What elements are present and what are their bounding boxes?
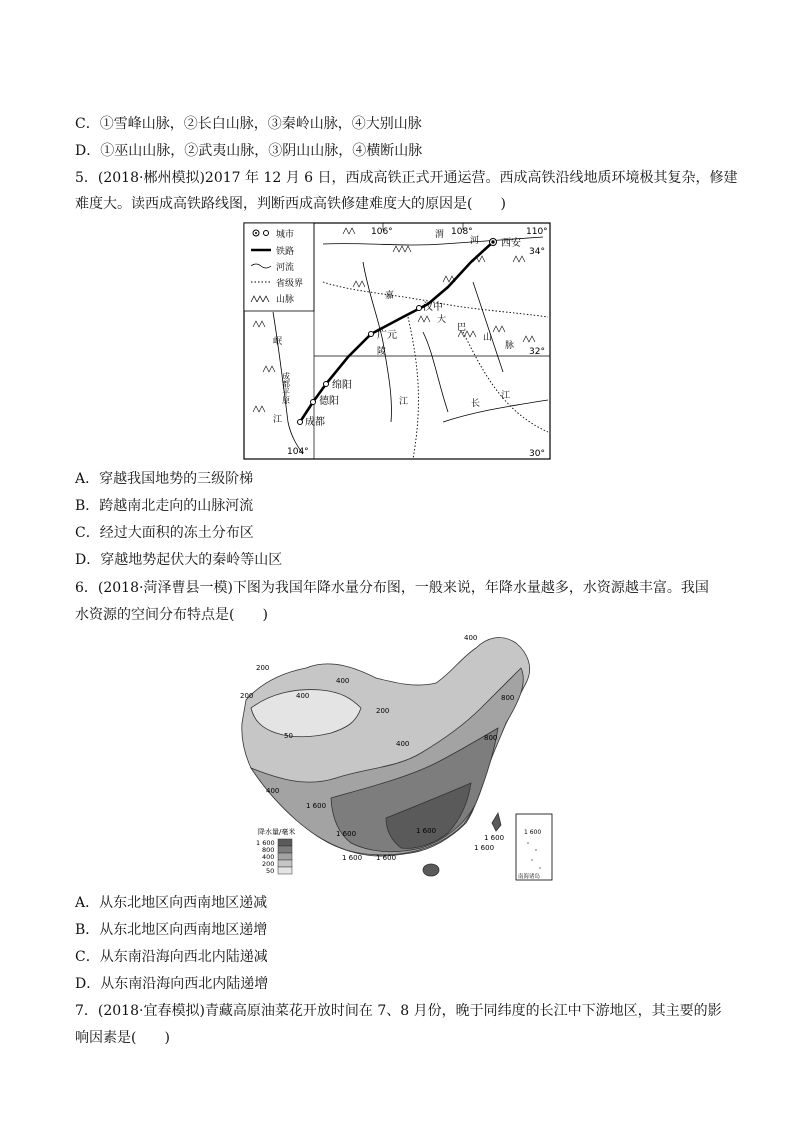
inset-isohyet: 1 600 <box>524 829 542 836</box>
city-deyang: 德阳 <box>319 396 339 407</box>
label-jia: 嘉 <box>385 291 395 301</box>
china-precipitation-map <box>236 628 558 888</box>
label-jiang1: 江 <box>399 397 409 407</box>
isohyet-label: 800 <box>484 734 498 742</box>
label-shan: 山 <box>483 333 493 343</box>
label-jiang3: 江 <box>501 391 511 401</box>
legend-river: 河流 <box>276 263 295 273</box>
city-xian: 西安 <box>501 238 521 249</box>
lat-30: 30° <box>529 449 545 459</box>
q7-stem-line1: 7．(2018·宜春模拟)青藏高原油菜花开放时间在 7、8 月份，晚于同纬度的长江中下游地区，其主要的影 <box>75 1003 722 1019</box>
legend-title: 降水量/毫米 <box>258 828 296 836</box>
city-hanzhong: 汉中 <box>423 302 443 313</box>
q5-stem-line1: 5．(2018·郴州模拟)2017 年 12 月 6 日，西成高铁正式开通运营。西成高铁沿线地质环境极其复杂，修建 <box>75 170 738 186</box>
isohyet-label: 400 <box>336 677 350 685</box>
isohyet-label: 400 <box>396 740 410 748</box>
inset-label: 南海诸岛 <box>518 874 541 880</box>
south-china-sea-inset <box>516 814 552 880</box>
q4-option-c: C．①雪峰山脉，②长白山脉，③秦岭山脉，④大别山脉 <box>75 116 422 132</box>
q6-option-c: C．从东南沿海向西北内陆递减 <box>75 949 268 965</box>
label-he: 河 <box>470 236 480 246</box>
q6-option-a: A．从东北地区向西南地区递减 <box>75 895 268 911</box>
taiwan-island <box>492 813 501 831</box>
lat-32: 32° <box>529 347 545 357</box>
isohyet-label: 1 600 <box>376 854 397 862</box>
q5-option-a: A．穿越我国地势的三级阶梯 <box>75 471 254 487</box>
q7-stem-line2: 响因素是( ) <box>75 1030 170 1046</box>
isohyet-label: 1 600 <box>306 802 327 810</box>
isohyet-label: 800 <box>501 694 515 702</box>
legend-rail: 铁路 <box>276 247 295 257</box>
isohyet-label: 200 <box>256 664 270 672</box>
legend-item: 50 <box>266 867 275 875</box>
lon-104: 104° <box>287 447 309 457</box>
xicheng-railway-map <box>243 222 551 466</box>
label-ling: 陵 <box>377 347 387 357</box>
legend-item: 200 <box>262 860 275 868</box>
isohyet-label: 1 600 <box>336 830 357 838</box>
legend-item: 1 600 <box>256 839 275 847</box>
label-ba: 巴 <box>457 323 467 333</box>
legend-item: 400 <box>262 853 275 861</box>
isohyet-label: 200 <box>376 707 390 715</box>
isohyet-label: 400 <box>464 634 478 642</box>
q6-stem-line2: 水资源的空间分布特点是( ) <box>75 607 268 623</box>
isohyet-label: 1 600 <box>484 834 505 842</box>
city-guangyuan: 广元 <box>377 330 397 341</box>
label-chengdu-plain: 成都平原 <box>281 372 291 404</box>
city-mianyang: 绵阳 <box>332 380 352 391</box>
label-da: 大 <box>437 315 447 325</box>
q5-stem-line2: 难度大。读西成高铁路线图，判断西成高铁修建难度大的原因是( ) <box>75 196 506 212</box>
q5-option-b: B．跨越南北走向的山脉河流 <box>75 498 254 514</box>
label-jiang2: 江 <box>273 415 283 425</box>
q4-option-d: D．①巫山山脉，②武夷山脉，③阴山山脉，④横断山脉 <box>75 143 423 159</box>
isohyet-label: 200 <box>240 692 254 700</box>
isohyet-label: 1 600 <box>474 844 495 852</box>
legend-border: 省级界 <box>276 279 304 289</box>
legend-mountain: 山脉 <box>276 295 295 305</box>
isohyet-label: 1 600 <box>416 827 437 835</box>
legend-city: 城市 <box>276 230 295 240</box>
label-chang: 长 <box>471 399 481 409</box>
label-mai: 脉 <box>505 341 515 351</box>
lon-110: 110° <box>526 227 548 237</box>
legend-item: 800 <box>262 846 275 854</box>
q6-option-d: D．从东南沿海向西北内陆递增 <box>75 976 269 992</box>
q6-option-b: B．从东北地区向西南地区递增 <box>75 922 268 938</box>
isohyet-label: 1 600 <box>342 854 363 862</box>
city-chengdu: 成都 <box>305 417 325 428</box>
label-min: 岷 <box>273 337 283 347</box>
isohyet-label: 50 <box>284 732 293 740</box>
q5-option-c: C．经过大面积的冻土分布区 <box>75 525 254 541</box>
q6-stem-line1: 6．(2018·菏泽曹县一模)下图为我国年降水量分布图，一般来说，年降水量越多，水资源越丰富。我国 <box>75 580 709 596</box>
lon-106: 106° <box>371 227 393 237</box>
label-wei: 渭 <box>435 230 445 240</box>
isohyet-label: 400 <box>266 787 280 795</box>
lat-34: 34° <box>529 247 545 257</box>
hainan-island <box>423 864 439 876</box>
isohyet-label: 400 <box>296 692 310 700</box>
lon-108: 108° <box>451 227 473 237</box>
q5-option-d: D．穿越地势起伏大的秦岭等山区 <box>75 552 283 568</box>
